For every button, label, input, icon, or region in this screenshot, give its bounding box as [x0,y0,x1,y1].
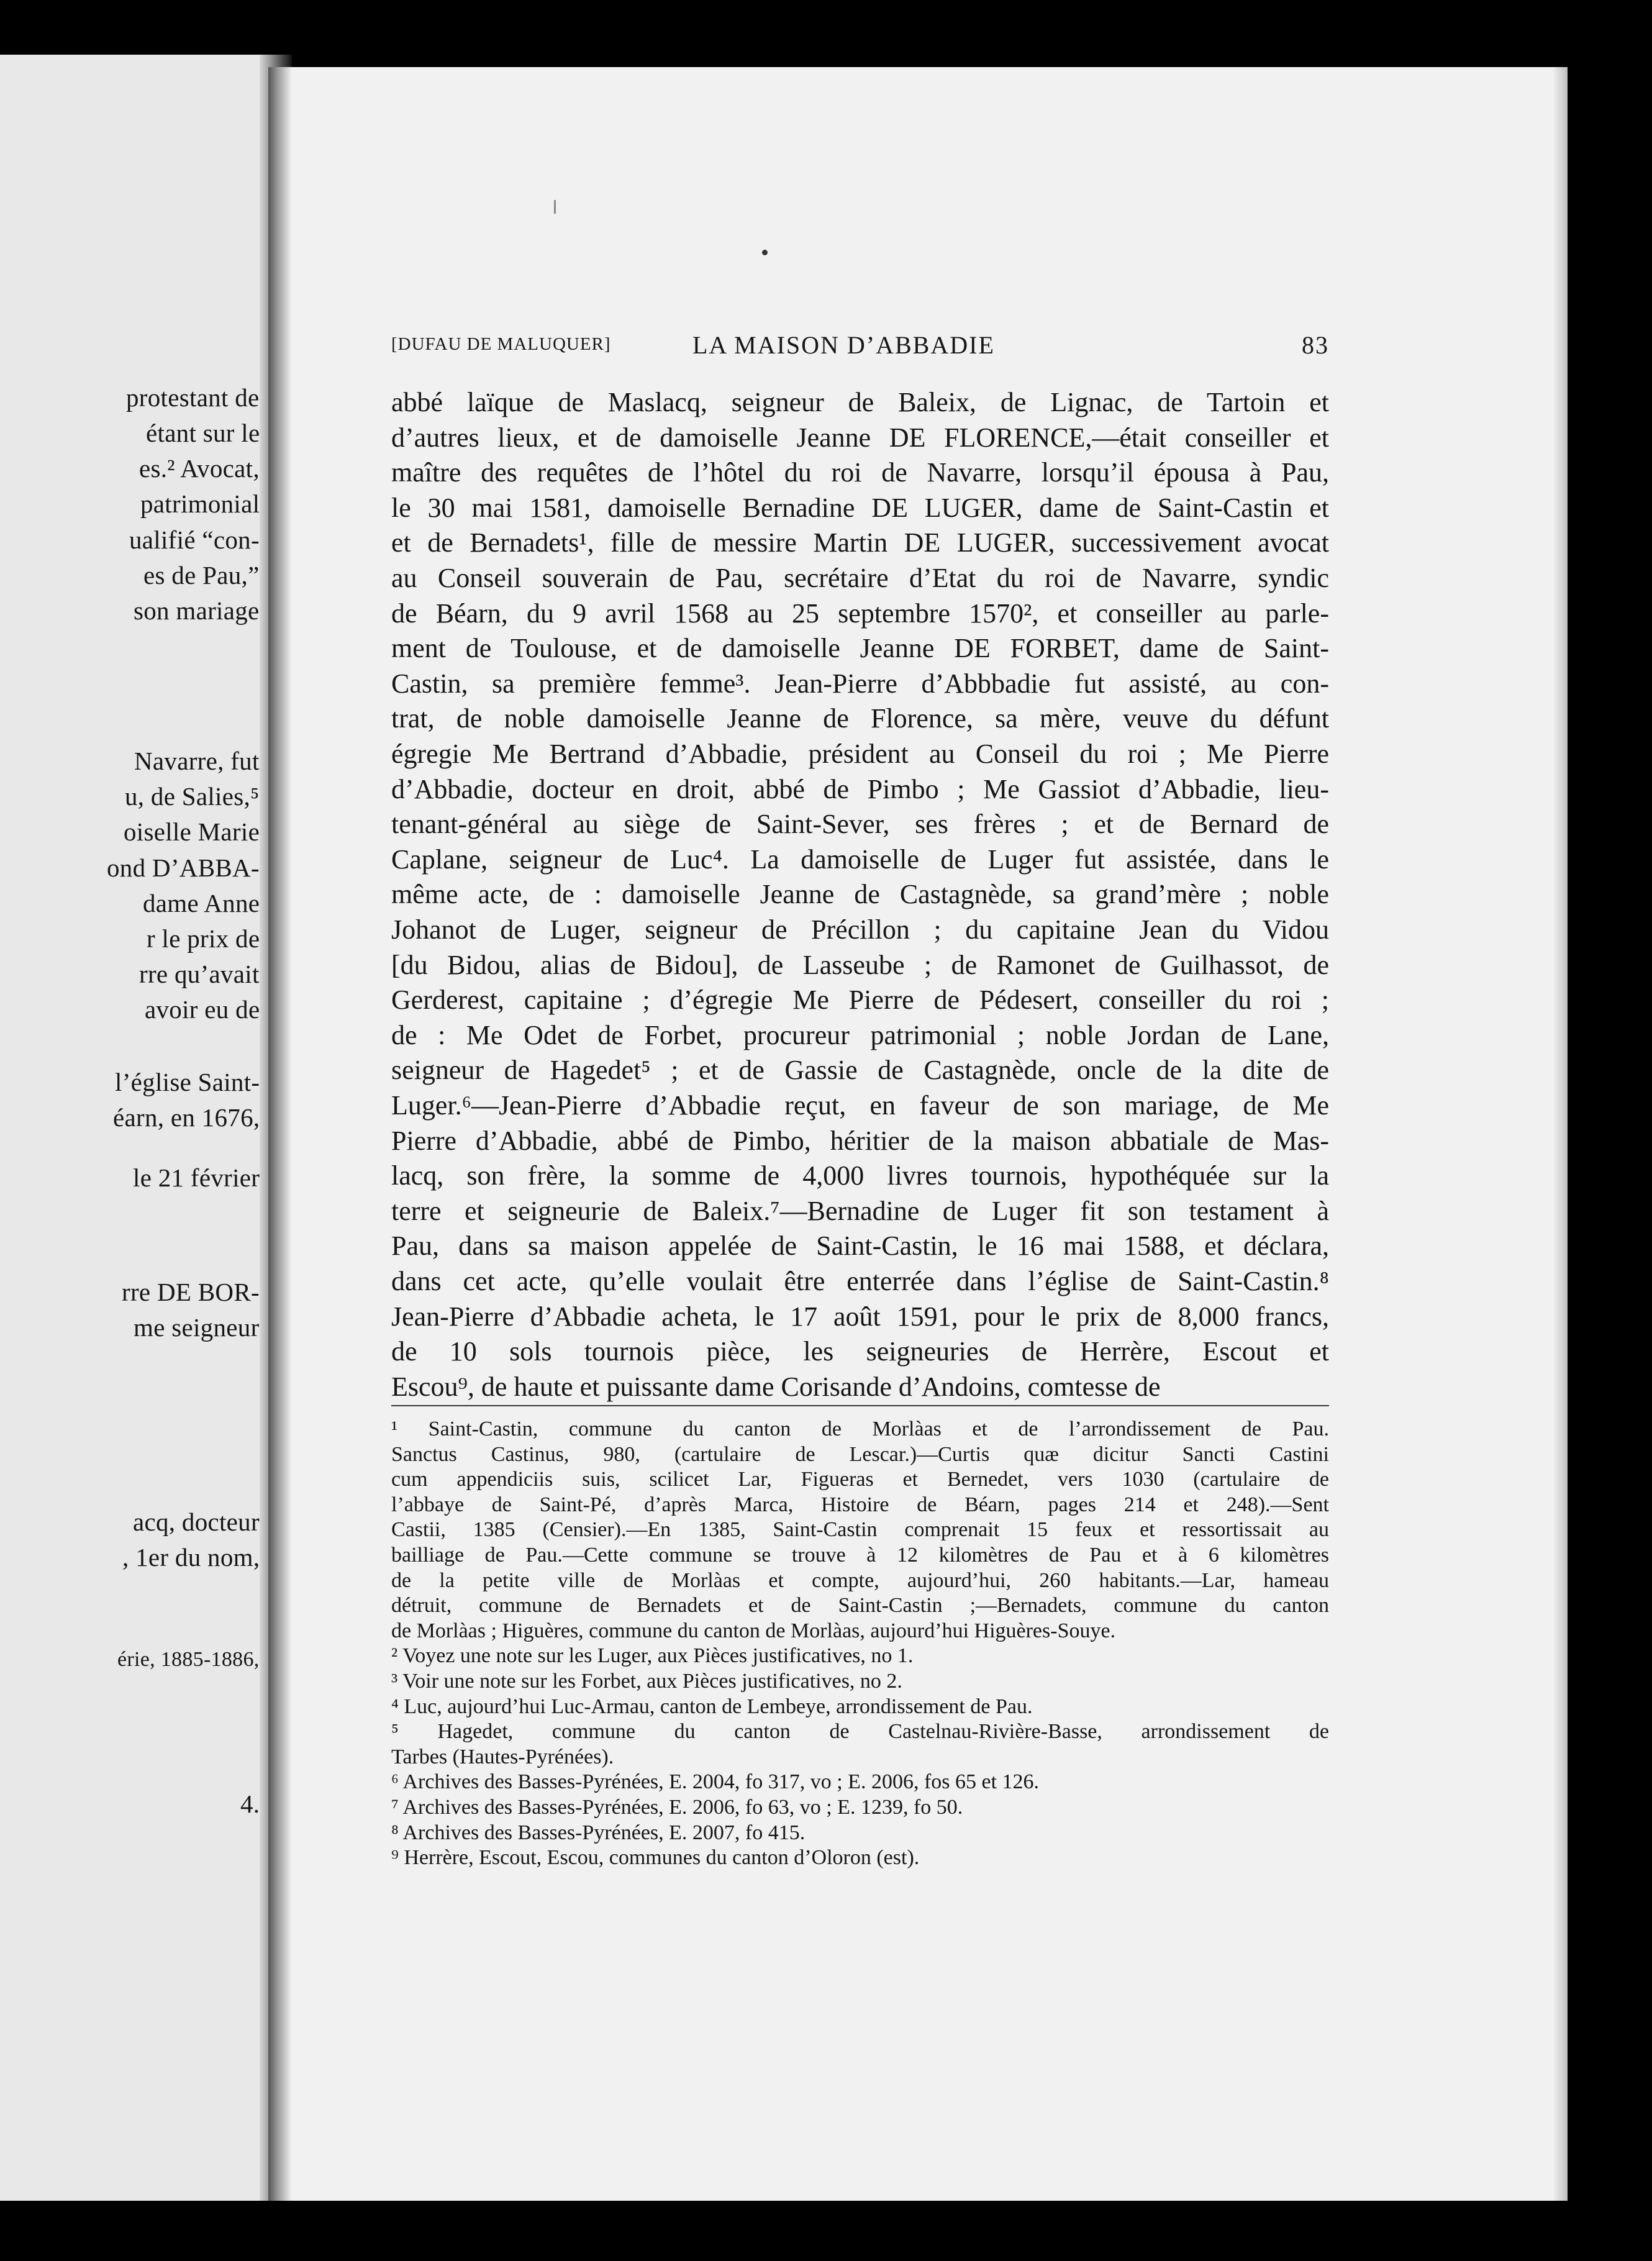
left-page-fragment [0,55,267,2201]
left-page-line: rre DE BOR- [122,1278,260,1306]
footnote-line: Castii, 1385 (Censier).—En 1385, Saint-Castin comprenait 15 feux et ressortissait au [391,1518,1329,1541]
footnote-line: ⁹ Herrère, Escout, Escou, communes du canton d’Oloron (est). [391,1846,920,1869]
body-line: tenant-général au siège de Saint-Sever, ses frères ; et de Bernard de [391,809,1329,839]
footnote-line: ² Voyez une note sur les Luger, aux Pièces justificatives, no 1. [391,1644,914,1667]
footnote-line: ¹ Saint-Castin, commune du canton de Morlàas et de l’arrondissement de Pau. [391,1417,1329,1440]
left-page-line: rre qu’avait [139,960,260,988]
page-number: 83 [1302,331,1329,359]
body-line: Pierre d’Abbadie, abbé de Pimbo, héritier de la maison abbatiale de Mas- [391,1126,1329,1156]
body-line: seigneur de Hagedet⁵ ; et de Gassie de Castagnède, oncle de la dite de [391,1055,1329,1085]
body-line: Castin, sa première femme³. Jean-Pierre d’Abbbadie fut assisté, au con- [391,668,1329,699]
footnote-line: cum appendiciis suis, scilicet Lar, Figueras et Bernedet, vers 1030 (cartulaire de [391,1468,1329,1491]
footnote-line: bailliage de Pau.—Cette commune se trouve à 12 kilomètres de Pau et à 6 kilomètres [391,1544,1329,1567]
footnote-line: détruit, commune de Bernadets et de Saint-Castin ;—Bernadets, commune du canton [391,1594,1329,1617]
body-line: même acte, de : damoiselle Jeanne de Castagnède, sa grand’mère ; noble [391,879,1329,909]
page-edge [1553,67,1568,2201]
left-page-line: Navarre, fut [134,747,260,775]
body-line: au Conseil souverain de Pau, secrétaire d’Etat du roi de Navarre, syndic [391,563,1329,593]
left-page-line: son mariage [134,596,260,625]
left-page-line: 4. [240,1790,260,1818]
left-page-line: érie, 1885-1886, [117,1648,260,1671]
body-line: Gerderest, capitaine ; d’égregie Me Pierre de Pédesert, conseiller du roi ; [391,985,1329,1015]
left-page-line: es.² Avocat, [139,454,260,483]
left-page-line: avoir eu de [145,995,260,1024]
left-page-line: protestant de [126,383,260,412]
body-line: de 10 sols tournois pièce, les seigneuries de Herrère, Escout et [391,1336,1329,1367]
body-line: Pau, dans sa maison appelée de Saint-Castin, le 16 mai 1588, et déclara, [391,1231,1329,1261]
footnote-line: l’abbaye de Saint-Pé, d’après Marca, Histoire de Béarn, pages 214 et 248).—Sent [391,1493,1329,1516]
body-line: de Béarn, du 9 avril 1568 au 25 septembre 1570², et conseiller au parle- [391,598,1329,629]
body-line: et de Bernadets¹, fille de messire Martin DE LUGER, successivement avocat [391,527,1329,558]
footnote-line: de la petite ville de Morlàas et compte, aujourd’hui, 260 habitants.—Lar, hameau [391,1569,1329,1592]
left-page-line: patrimonial [140,489,260,518]
left-page-line: u, de Salies,⁵ [125,782,260,811]
body-line: [du Bidou, alias de Bidou], de Lasseube ; de Ramonet de Guilhassot, de [391,950,1329,980]
left-page-line: dame Anne [143,889,260,917]
body-line: Johanot de Luger, seigneur de Précillon ; du capitaine Jean du Vidou [391,914,1329,945]
left-page-line: r le prix de [147,924,260,953]
footnote-line: de Morlàas ; Higuères, commune du canton de Morlàas, aujourd’hui Higuères-Souye. [391,1619,1116,1642]
running-header-title: LA MAISON D’ABBADIE [692,331,995,359]
body-line: le 30 mai 1581, damoiselle Bernadine DE LUGER, dame de Saint-Castin et [391,493,1329,523]
body-line: dans cet acte, qu’elle voulait être enterrée dans l’église de Saint-Castin.⁸ [391,1266,1329,1296]
body-line: Luger.⁶—Jean-Pierre d’Abbadie reçut, en faveur de son mariage, de Me [391,1090,1329,1121]
page-gutter [268,67,292,2201]
left-page-line: étant sur le [146,419,260,447]
left-page-line: ualifié “con- [129,525,260,554]
footnote-line: ³ Voir une note sur les Forbet, aux Pièces justificatives, no 2. [391,1670,902,1693]
scan-speck [762,250,768,255]
footnote-line: ⁷ Archives des Basses-Pyrénées, E. 2006, fo 63, vo ; E. 1239, fo 50. [391,1796,963,1819]
left-page-line: es de Pau,” [143,561,260,589]
body-line: de : Me Odet de Forbet, procureur patrimonial ; noble Jordan de Lane, [391,1020,1329,1050]
footnote-line: ⁶ Archives des Basses-Pyrénées, E. 2004, fo 317, vo ; E. 2006, fos 65 et 126. [391,1770,1040,1793]
footnote-line: Tarbes (Hautes-Pyrénées). [391,1745,614,1768]
body-line: Jean-Pierre d’Abbadie acheta, le 17 août 1591, pour le prix de 8,000 francs, [391,1301,1329,1332]
left-page-line: ond D’ABBA- [107,853,260,882]
left-page-line: oiselle Marie [124,817,260,846]
footnote-line: ⁵ Hagedet, commune du canton de Castelnau-Rivière-Basse, arrondissement de [391,1720,1329,1743]
footnote-line: ⁸ Archives des Basses-Pyrénées, E. 2007, fo 415. [391,1821,806,1844]
body-line: trat, de noble damoiselle Jeanne de Florence, sa mère, veuve du défunt [391,703,1329,734]
left-page-line: l’église Saint- [115,1068,260,1096]
body-line: abbé laïque de Maslacq, seigneur de Baleix, de Lignac, de Tartoin et [391,387,1329,417]
footnote-line: ⁴ Luc, aujourd’hui Luc-Armau, canton de Lembeye, arrondissement de Pau. [391,1695,1033,1718]
running-header-author: [DUFAU DE MALUQUER] [391,334,611,354]
running-header [391,330,1329,362]
body-line: d’autres lieux, et de damoiselle Jeanne DE FLORENCE,—était conseiller et [391,422,1329,453]
body-line: maître des requêtes de l’hôtel du roi de Navarre, lorsqu’il épousa à Pau, [391,457,1329,488]
scan-speck [554,200,556,214]
body-line: d’Abbadie, docteur en droit, abbé de Pimbo ; Me Gassiot d’Abbadie, lieu- [391,774,1329,804]
left-page-line: éarn, en 1676, [113,1103,260,1132]
footnote-rule [391,1405,1329,1406]
body-line: terre et seigneurie de Baleix.⁷—Bernadine de Luger fit son testament à [391,1196,1329,1226]
body-line: ment de Toulouse, et de damoiselle Jeanne DE FORBET, dame de Saint- [391,633,1329,663]
left-page-line: le 21 février [133,1163,260,1192]
body-line: Escou⁹, de haute et puissante dame Corisande d’Andoins, comtesse de [391,1372,1161,1402]
body-line: lacq, son frère, la somme de 4,000 livres tournois, hypothéquée sur la [391,1160,1329,1191]
left-page-line: me seigneur [134,1313,260,1342]
left-page-line: acq, docteur [133,1508,260,1536]
body-line: Caplane, seigneur de Luc⁴. La damoiselle de Luger fut assistée, dans le [391,844,1329,875]
footnote-line: Sanctus Castinus, 980, (cartulaire de Lescar.)—Curtis quæ dicitur Sancti Castini [391,1443,1329,1466]
left-page-line: , 1er du nom, [122,1543,260,1572]
body-line: égregie Me Bertrand d’Abbadie, président au Conseil du roi ; Me Pierre [391,739,1329,769]
